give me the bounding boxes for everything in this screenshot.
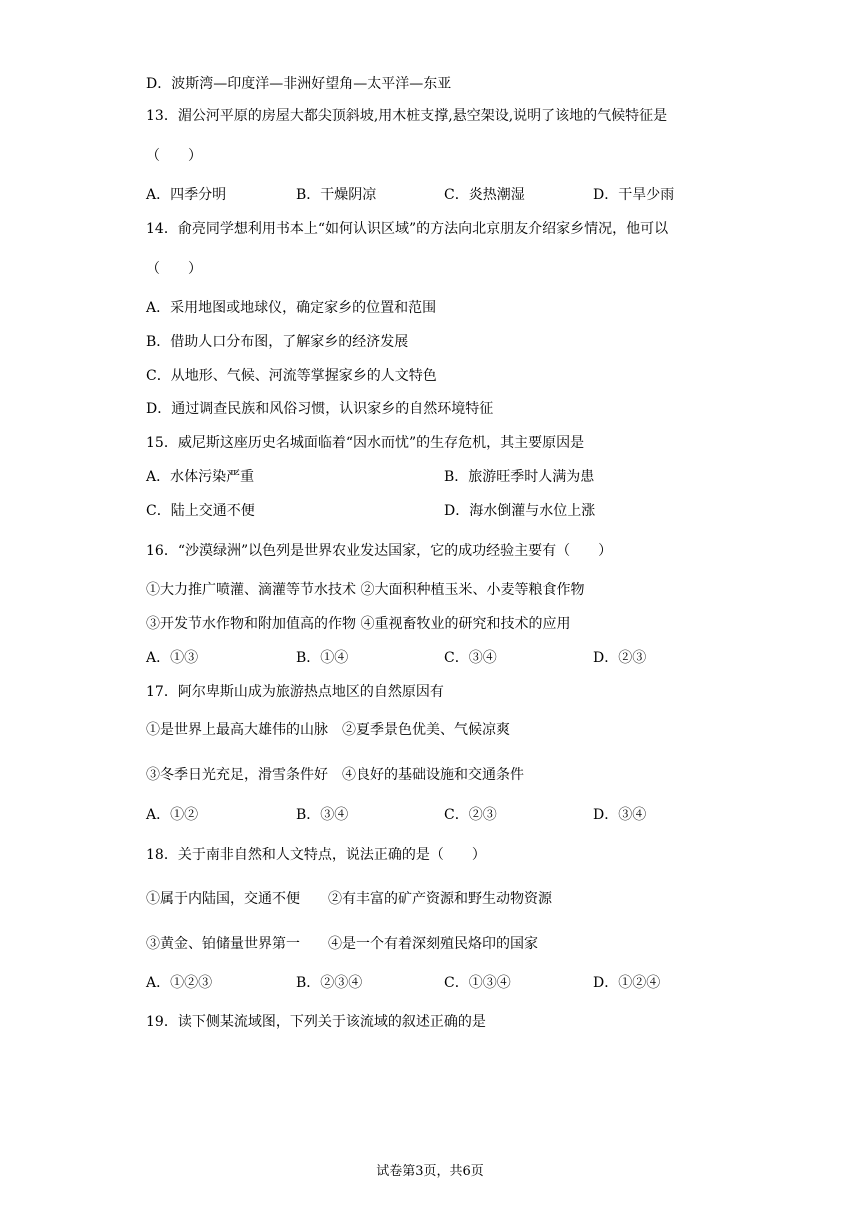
q18-stem: 18．关于南非自然和人文特点，说法正确的是（ ） <box>146 847 486 863</box>
q16-statement-line-2: ③开发节水作物和附加值高的作物 ④重视畜牧业的研究和技术的应用 <box>146 616 571 632</box>
q16-option-b: B．①④ <box>296 650 349 666</box>
q15-option-b: B．旅游旺季时人满为患 <box>444 469 595 485</box>
q18-option-a: A．①②③ <box>146 975 213 991</box>
q17-statement-line-2: ③冬季日光充足，滑雪条件好 ④良好的基础设施和交通条件 <box>146 767 524 783</box>
q17-option-b: B．③④ <box>296 807 349 823</box>
q18-statement-line-2: ③黄金、铂储量世界第一 ④是一个有着深刻殖民烙印的国家 <box>146 936 538 952</box>
q17-option-d: D．③④ <box>593 807 647 823</box>
q16-option-a: A．①③ <box>146 650 199 666</box>
q16-stem: 16．“沙漠绿洲”以色列是世界农业发达国家，它的成功经验主要有（ ） <box>146 543 613 559</box>
q16-option-c: C．③④ <box>444 650 497 666</box>
q15-stem: 15．威尼斯这座历史名城面临着“因水而忧”的生存危机，其主要原因是 <box>146 435 585 451</box>
q17-option-c: C．②③ <box>444 807 497 823</box>
q14-option-c: C．从地形、气候、河流等掌握家乡的人文特色 <box>146 368 437 384</box>
q12-option-d: D．波斯湾—印度洋—非洲好望角—太平洋—东亚 <box>146 76 452 92</box>
q19-stem: 19．读下侧某流域图，下列关于该流域的叙述正确的是 <box>146 1014 486 1030</box>
q16-statement-line-1: ①大力推广喷灌、滴灌等节水技术 ②大面积种植玉米、小麦等粮食作物 <box>146 582 585 598</box>
q18-option-b: B．②③④ <box>296 975 363 991</box>
page-footer: 试卷第3页，共6页 <box>376 1164 484 1179</box>
q14-option-a: A．采用地图或地球仪，确定家乡的位置和范围 <box>146 300 437 316</box>
q13-option-a: A．四季分明 <box>146 187 227 203</box>
q13-answer-paren: （ ） <box>146 148 202 164</box>
q13-option-b: B．干燥阴凉 <box>296 187 377 203</box>
q17-option-a: A．①② <box>146 807 199 823</box>
q18-option-c: C．①③④ <box>444 975 511 991</box>
q14-answer-paren: （ ） <box>146 261 202 277</box>
q15-option-a: A．水体污染严重 <box>146 469 255 485</box>
q17-statement-line-1: ①是世界上最高大雄伟的山脉 ②夏季景色优美、气候凉爽 <box>146 722 510 738</box>
q15-option-c: C．陆上交通不便 <box>146 503 255 519</box>
q13-option-c: C．炎热潮湿 <box>444 187 525 203</box>
q16-option-d: D．②③ <box>593 650 647 666</box>
q14-option-b: B．借助人口分布图，了解家乡的经济发展 <box>146 334 409 350</box>
q17-stem: 17．阿尔卑斯山成为旅游热点地区的自然原因有 <box>146 684 444 700</box>
q14-option-d: D．通过调查民族和风俗习惯，认识家乡的自然环境特征 <box>146 401 494 417</box>
q14-stem: 14．俞亮同学想利用书本上“如何认识区域”的方法向北京朋友介绍家乡情况，他可以 <box>146 221 669 237</box>
q18-option-d: D．①②④ <box>593 975 661 991</box>
q18-statement-line-1: ①属于内陆国，交通不便 ②有丰富的矿产资源和野生动物资源 <box>146 891 552 907</box>
q15-option-d: D．海水倒灌与水位上涨 <box>444 503 596 519</box>
q13-stem: 13．湄公河平原的房屋大都尖顶斜坡,用木桩支撑,悬空架设,说明了该地的气候特征是 <box>146 108 668 124</box>
q13-option-d: D．干旱少雨 <box>593 187 675 203</box>
